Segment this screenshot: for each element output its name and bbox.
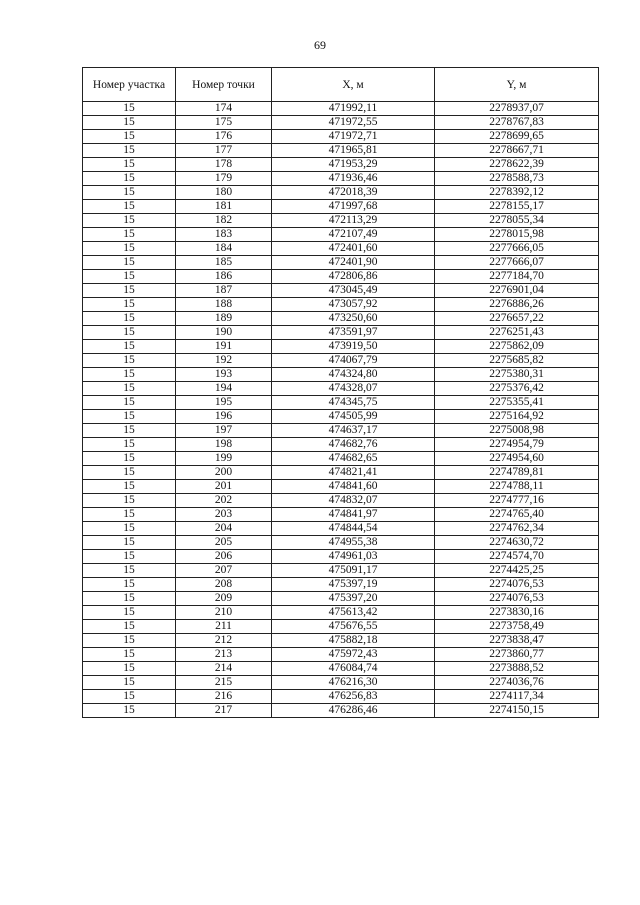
cell-point-number: 209 [176,592,272,606]
cell-point-number: 187 [176,284,272,298]
cell-point-number: 194 [176,382,272,396]
cell-point-number: 212 [176,634,272,648]
cell-x-coordinate: 476286,46 [272,704,435,718]
cell-x-coordinate: 474841,97 [272,508,435,522]
cell-y-coordinate: 2278015,98 [435,228,599,242]
cell-plot-number: 15 [83,438,176,452]
cell-plot-number: 15 [83,172,176,186]
cell-point-number: 198 [176,438,272,452]
table-row [83,200,599,214]
cell-point-number: 184 [176,242,272,256]
header-point-number: Номер точки [176,68,272,102]
cell-plot-number: 15 [83,102,176,116]
cell-y-coordinate: 2274630,72 [435,536,599,550]
cell-plot-number: 15 [83,158,176,172]
table-row [83,284,599,298]
cell-plot-number: 15 [83,298,176,312]
cell-x-coordinate: 474955,38 [272,536,435,550]
cell-point-number: 196 [176,410,272,424]
table-row [83,172,599,186]
cell-plot-number: 15 [83,550,176,564]
cell-y-coordinate: 2274789,81 [435,466,599,480]
cell-x-coordinate: 473045,49 [272,284,435,298]
table-row [83,634,599,648]
table-row [83,228,599,242]
cell-y-coordinate: 2278667,71 [435,144,599,158]
cell-x-coordinate: 473919,50 [272,340,435,354]
cell-y-coordinate: 2278392,12 [435,186,599,200]
cell-x-coordinate: 471972,55 [272,116,435,130]
cell-point-number: 204 [176,522,272,536]
cell-y-coordinate: 2273830,16 [435,606,599,620]
table-row [83,480,599,494]
cell-y-coordinate: 2278767,83 [435,116,599,130]
cell-y-coordinate: 2274425,25 [435,564,599,578]
cell-plot-number: 15 [83,368,176,382]
cell-plot-number: 15 [83,200,176,214]
cell-point-number: 180 [176,186,272,200]
cell-x-coordinate: 475882,18 [272,634,435,648]
cell-plot-number: 15 [83,396,176,410]
cell-plot-number: 15 [83,284,176,298]
cell-point-number: 211 [176,620,272,634]
cell-x-coordinate: 472018,39 [272,186,435,200]
cell-point-number: 202 [176,494,272,508]
cell-point-number: 208 [176,578,272,592]
cell-point-number: 189 [176,312,272,326]
cell-y-coordinate: 2274954,79 [435,438,599,452]
cell-y-coordinate: 2276886,26 [435,298,599,312]
cell-x-coordinate: 471953,29 [272,158,435,172]
cell-y-coordinate: 2273758,49 [435,620,599,634]
cell-plot-number: 15 [83,256,176,270]
cell-y-coordinate: 2278155,17 [435,200,599,214]
header-x-coordinate: X, м [272,68,435,102]
cell-point-number: 185 [176,256,272,270]
cell-plot-number: 15 [83,494,176,508]
cell-plot-number: 15 [83,578,176,592]
cell-x-coordinate: 476216,30 [272,676,435,690]
cell-x-coordinate: 475676,55 [272,620,435,634]
table-row [83,690,599,704]
cell-x-coordinate: 475613,42 [272,606,435,620]
cell-point-number: 174 [176,102,272,116]
cell-y-coordinate: 2277666,07 [435,256,599,270]
cell-point-number: 216 [176,690,272,704]
cell-x-coordinate: 475397,20 [272,592,435,606]
cell-plot-number: 15 [83,130,176,144]
header-plot-number: Номер участка [83,68,176,102]
table-header [83,68,599,102]
cell-x-coordinate: 474682,65 [272,452,435,466]
cell-plot-number: 15 [83,466,176,480]
cell-point-number: 192 [176,354,272,368]
cell-x-coordinate: 474324,80 [272,368,435,382]
cell-y-coordinate: 2276657,22 [435,312,599,326]
cell-x-coordinate: 472107,49 [272,228,435,242]
table-row [83,704,599,718]
coordinates-table [82,67,599,718]
cell-x-coordinate: 473591,97 [272,326,435,340]
cell-point-number: 199 [176,452,272,466]
table-body [83,102,599,718]
cell-plot-number: 15 [83,144,176,158]
cell-plot-number: 15 [83,522,176,536]
cell-point-number: 201 [176,480,272,494]
cell-y-coordinate: 2275376,42 [435,382,599,396]
table-row [83,592,599,606]
cell-point-number: 200 [176,466,272,480]
table-row [83,536,599,550]
cell-x-coordinate: 472401,90 [272,256,435,270]
cell-plot-number: 15 [83,326,176,340]
cell-plot-number: 15 [83,606,176,620]
cell-x-coordinate: 472806,86 [272,270,435,284]
cell-point-number: 214 [176,662,272,676]
cell-plot-number: 15 [83,410,176,424]
cell-x-coordinate: 474637,17 [272,424,435,438]
cell-x-coordinate: 473250,60 [272,312,435,326]
cell-y-coordinate: 2274036,76 [435,676,599,690]
cell-x-coordinate: 475397,19 [272,578,435,592]
cell-y-coordinate: 2274117,34 [435,690,599,704]
cell-x-coordinate: 475972,43 [272,648,435,662]
table-row [83,662,599,676]
cell-plot-number: 15 [83,382,176,396]
cell-y-coordinate: 2278588,73 [435,172,599,186]
table-row [83,340,599,354]
cell-y-coordinate: 2275862,09 [435,340,599,354]
cell-point-number: 176 [176,130,272,144]
table-row [83,410,599,424]
table-row [83,130,599,144]
cell-x-coordinate: 474345,75 [272,396,435,410]
table-row [83,102,599,116]
table-row [83,424,599,438]
cell-point-number: 177 [176,144,272,158]
table-row [83,158,599,172]
table-row [83,298,599,312]
cell-y-coordinate: 2274954,60 [435,452,599,466]
cell-y-coordinate: 2275685,82 [435,354,599,368]
table-row [83,396,599,410]
cell-point-number: 178 [176,158,272,172]
cell-point-number: 191 [176,340,272,354]
cell-plot-number: 15 [83,452,176,466]
cell-x-coordinate: 474067,79 [272,354,435,368]
cell-point-number: 217 [176,704,272,718]
cell-y-coordinate: 2274076,53 [435,592,599,606]
cell-point-number: 186 [176,270,272,284]
cell-plot-number: 15 [83,564,176,578]
table-row [83,186,599,200]
cell-y-coordinate: 2275164,92 [435,410,599,424]
cell-point-number: 210 [176,606,272,620]
cell-plot-number: 15 [83,340,176,354]
cell-y-coordinate: 2274076,53 [435,578,599,592]
cell-y-coordinate: 2278937,07 [435,102,599,116]
cell-y-coordinate: 2273860,77 [435,648,599,662]
cell-point-number: 179 [176,172,272,186]
table-row [83,144,599,158]
table-row [83,270,599,284]
cell-y-coordinate: 2274777,16 [435,494,599,508]
cell-y-coordinate: 2274762,34 [435,522,599,536]
cell-y-coordinate: 2276901,04 [435,284,599,298]
cell-plot-number: 15 [83,228,176,242]
cell-y-coordinate: 2278055,34 [435,214,599,228]
cell-plot-number: 15 [83,592,176,606]
cell-y-coordinate: 2274788,11 [435,480,599,494]
cell-plot-number: 15 [83,536,176,550]
cell-point-number: 182 [176,214,272,228]
table-row [83,312,599,326]
cell-plot-number: 15 [83,634,176,648]
cell-plot-number: 15 [83,480,176,494]
table-row [83,382,599,396]
table-row [83,578,599,592]
cell-x-coordinate: 476256,83 [272,690,435,704]
table-row [83,676,599,690]
cell-y-coordinate: 2273888,52 [435,662,599,676]
cell-x-coordinate: 474844,54 [272,522,435,536]
cell-point-number: 181 [176,200,272,214]
cell-x-coordinate: 471936,46 [272,172,435,186]
cell-plot-number: 15 [83,648,176,662]
cell-plot-number: 15 [83,186,176,200]
table-row [83,550,599,564]
cell-x-coordinate: 474328,07 [272,382,435,396]
table-row [83,242,599,256]
table-row [83,326,599,340]
cell-point-number: 183 [176,228,272,242]
table-row [83,438,599,452]
cell-plot-number: 15 [83,508,176,522]
cell-plot-number: 15 [83,620,176,634]
cell-y-coordinate: 2275355,41 [435,396,599,410]
cell-point-number: 207 [176,564,272,578]
cell-point-number: 203 [176,508,272,522]
table-row [83,368,599,382]
cell-x-coordinate: 471997,68 [272,200,435,214]
table-row [83,648,599,662]
table-row [83,564,599,578]
cell-x-coordinate: 473057,92 [272,298,435,312]
table-row [83,214,599,228]
cell-point-number: 215 [176,676,272,690]
cell-plot-number: 15 [83,704,176,718]
cell-point-number: 205 [176,536,272,550]
cell-y-coordinate: 2278699,65 [435,130,599,144]
cell-x-coordinate: 476084,74 [272,662,435,676]
cell-plot-number: 15 [83,662,176,676]
table-row [83,256,599,270]
cell-y-coordinate: 2275380,31 [435,368,599,382]
cell-point-number: 206 [176,550,272,564]
cell-plot-number: 15 [83,242,176,256]
cell-x-coordinate: 475091,17 [272,564,435,578]
cell-plot-number: 15 [83,690,176,704]
cell-point-number: 188 [176,298,272,312]
cell-plot-number: 15 [83,676,176,690]
cell-point-number: 213 [176,648,272,662]
table-row [83,116,599,130]
cell-plot-number: 15 [83,214,176,228]
cell-point-number: 190 [176,326,272,340]
cell-x-coordinate: 471965,81 [272,144,435,158]
cell-plot-number: 15 [83,116,176,130]
cell-point-number: 195 [176,396,272,410]
cell-y-coordinate: 2274150,15 [435,704,599,718]
header-y-coordinate: Y, м [435,68,599,102]
cell-plot-number: 15 [83,354,176,368]
cell-y-coordinate: 2275008,98 [435,424,599,438]
header-row [83,68,599,102]
cell-y-coordinate: 2278622,39 [435,158,599,172]
cell-y-coordinate: 2276251,43 [435,326,599,340]
cell-point-number: 197 [176,424,272,438]
cell-plot-number: 15 [83,270,176,284]
cell-x-coordinate: 472113,29 [272,214,435,228]
table-row [83,606,599,620]
table-row [83,494,599,508]
cell-x-coordinate: 474841,60 [272,480,435,494]
cell-x-coordinate: 474505,99 [272,410,435,424]
cell-x-coordinate: 474832,07 [272,494,435,508]
table-row [83,466,599,480]
cell-y-coordinate: 2274765,40 [435,508,599,522]
cell-x-coordinate: 474682,76 [272,438,435,452]
page-number: 69 [314,38,326,52]
table-row [83,452,599,466]
cell-y-coordinate: 2274574,70 [435,550,599,564]
cell-x-coordinate: 471992,11 [272,102,435,116]
cell-plot-number: 15 [83,424,176,438]
table-row [83,522,599,536]
cell-x-coordinate: 474821,41 [272,466,435,480]
cell-point-number: 193 [176,368,272,382]
cell-plot-number: 15 [83,312,176,326]
table-row [83,620,599,634]
cell-x-coordinate: 472401,60 [272,242,435,256]
cell-y-coordinate: 2277184,70 [435,270,599,284]
table-row [83,508,599,522]
cell-point-number: 175 [176,116,272,130]
cell-x-coordinate: 471972,71 [272,130,435,144]
table-row [83,354,599,368]
cell-x-coordinate: 474961,03 [272,550,435,564]
cell-y-coordinate: 2277666,05 [435,242,599,256]
cell-y-coordinate: 2273838,47 [435,634,599,648]
